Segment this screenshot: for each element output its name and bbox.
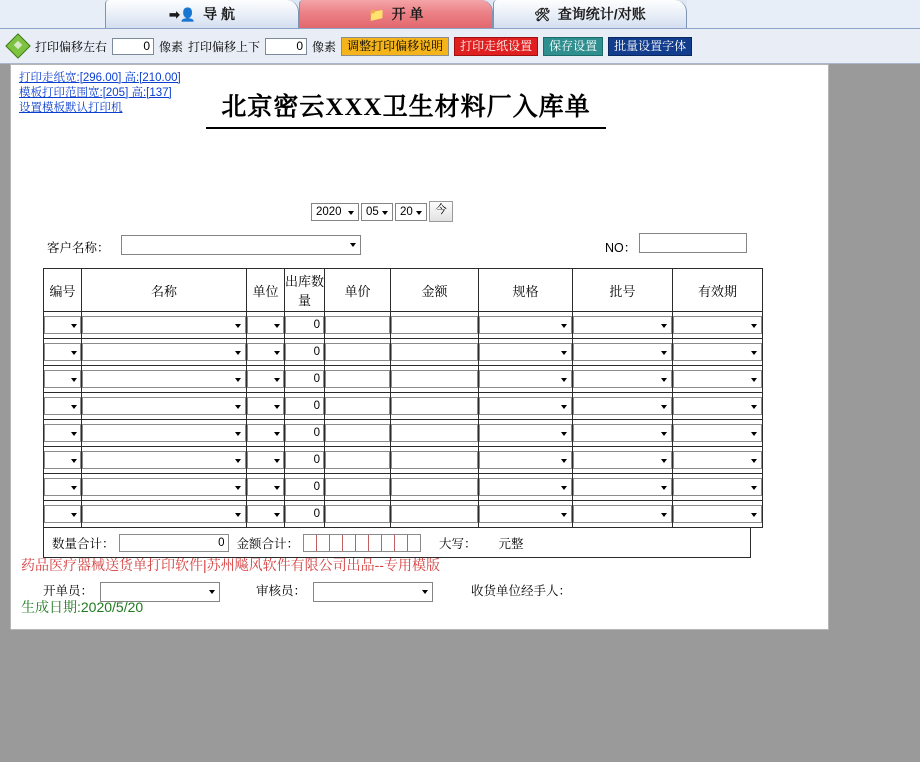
cell-danjia-input[interactable] (325, 370, 390, 388)
cell-bianhao-select[interactable] (44, 397, 81, 415)
cell-shuliang-input[interactable]: 0 (285, 478, 324, 496)
tools-icon: 🛠 (534, 6, 551, 22)
cell-youxiaoqi-select[interactable] (673, 343, 762, 361)
template-range-link[interactable]: 模板打印范围宽:[205] 高:[137] (19, 87, 172, 99)
cell-jine-input[interactable] (391, 424, 478, 442)
amount-digit-cell (369, 535, 382, 551)
table-row (44, 420, 763, 447)
tab-kaidan[interactable] (299, 0, 493, 28)
cell-guige-select[interactable] (479, 505, 572, 523)
totals-row (43, 528, 751, 558)
cell-guige-select[interactable] (479, 343, 572, 361)
shouhuo-label: 收货单位经手人： (471, 584, 572, 598)
cell-pihao-select[interactable] (573, 343, 672, 361)
col-jine: 金额 (391, 269, 479, 312)
qty-total-value[interactable]: 0 (119, 534, 229, 552)
col-pihao: 批号 (573, 269, 673, 312)
cell-youxiaoqi-select[interactable] (673, 424, 762, 442)
unit-label-1: 像素 (159, 39, 184, 54)
amount-total-value[interactable] (303, 534, 421, 552)
table-row (44, 447, 763, 474)
cell-guige-select[interactable] (479, 370, 572, 388)
cell-jine-input[interactable] (391, 451, 478, 469)
print-toolbar (0, 29, 920, 64)
cell-bianhao-select[interactable] (44, 343, 81, 361)
kaidanyuan-label: 开单员： (43, 584, 94, 598)
cell-danjia-input[interactable] (325, 316, 390, 334)
cell-bianhao-select[interactable] (44, 316, 81, 334)
col-shuliang: 出库数量 (285, 269, 325, 312)
shenheyuan-select[interactable] (313, 582, 433, 602)
tab-bar-right-filler (687, 0, 920, 28)
cell-youxiaoqi-select[interactable] (673, 397, 762, 415)
col-youxiaoqi: 有效期 (673, 269, 763, 312)
arrow-person-icon: ➡👤 (169, 6, 197, 22)
items-table (43, 268, 763, 528)
cell-danjia-input[interactable] (325, 478, 390, 496)
cell-mingcheng-select[interactable] (82, 424, 246, 442)
cell-danwei-select[interactable] (247, 505, 284, 523)
document-sheet (10, 64, 829, 630)
amount-digit-cell (317, 535, 330, 551)
cell-mingcheng-select[interactable] (82, 397, 246, 415)
cell-jine-input[interactable] (391, 397, 478, 415)
shenheyuan-field (256, 581, 433, 602)
cell-pihao-select[interactable] (573, 505, 672, 523)
unit-label-2: 像素 (312, 39, 337, 54)
cell-danjia-input[interactable] (325, 424, 390, 442)
offset-ud-input[interactable]: 0 (265, 38, 307, 55)
cell-shuliang-input[interactable]: 0 (285, 505, 324, 523)
no-input[interactable] (639, 233, 747, 253)
col-danjia: 单价 (325, 269, 391, 312)
tab-chaxun[interactable] (493, 0, 687, 28)
cell-shuliang-input[interactable]: 0 (285, 370, 324, 388)
tab-chaxun-label: 查询统计/对账 (557, 6, 646, 22)
cell-guige-select[interactable] (479, 316, 572, 334)
print-canvas (0, 64, 920, 762)
qty-total-label: 数量合计： (52, 536, 115, 551)
cell-guige-select[interactable] (479, 397, 572, 415)
cell-jine-input[interactable] (391, 478, 478, 496)
tab-navigation[interactable] (105, 0, 299, 28)
cell-bianhao-select[interactable] (44, 505, 81, 523)
table-header-row (44, 269, 763, 312)
print-info-block (19, 71, 181, 116)
cell-youxiaoqi-select[interactable] (673, 370, 762, 388)
tab-bar (0, 0, 920, 29)
col-bianhao: 编号 (44, 269, 82, 312)
cell-danwei-select[interactable] (247, 316, 284, 334)
tab-navigation-label: 导 航 (203, 6, 235, 22)
folder-icon: 📁 (368, 6, 385, 22)
cell-guige-select[interactable] (479, 478, 572, 496)
save-setting-button[interactable]: 保存设置 (543, 37, 603, 56)
amount-total-label: 金额合计： (236, 536, 300, 551)
no-label: NO： (605, 241, 637, 255)
cell-jine-input[interactable] (391, 370, 478, 388)
print-paper-size-link[interactable]: 打印走纸宽:[296.00] 高:[210.00] (19, 72, 181, 84)
today-button[interactable]: 今 (429, 201, 453, 222)
tab-bar-left-filler (0, 0, 105, 28)
table-row (44, 366, 763, 393)
green-diamond-icon (6, 34, 30, 58)
cell-guige-select[interactable] (479, 451, 572, 469)
customer-select[interactable] (121, 235, 361, 255)
amount-digit-cell (408, 535, 420, 551)
cell-bianhao-select[interactable] (44, 424, 81, 442)
tab-kaidan-label: 开 单 (391, 6, 424, 22)
cell-danjia-input[interactable] (325, 505, 390, 523)
cell-pihao-select[interactable] (573, 370, 672, 388)
cell-shuliang-input[interactable]: 0 (285, 316, 324, 334)
amount-digit-cell (395, 535, 408, 551)
offset-ud-label: 打印偏移上下 (188, 39, 261, 54)
cell-danwei-select[interactable] (247, 451, 284, 469)
cell-pihao-select[interactable] (573, 451, 672, 469)
cell-danwei-select[interactable] (247, 478, 284, 496)
year-select[interactable]: 2020 (311, 203, 359, 221)
table-row (44, 501, 763, 528)
month-select[interactable]: 05 (361, 203, 393, 221)
amount-digit-cell (330, 535, 343, 551)
cell-pihao-select[interactable] (573, 316, 672, 334)
cell-youxiaoqi-select[interactable] (673, 316, 762, 334)
customer-label: 客户名称： (47, 241, 110, 255)
yuanzheng-text: 元整 (498, 536, 524, 551)
amount-digit-cell (343, 535, 356, 551)
generate-date-text: 生成日期:2020/5/20 (21, 599, 144, 615)
offset-help-button[interactable]: 调整打印偏移说明 (341, 37, 449, 56)
table-row (44, 393, 763, 420)
cell-youxiaoqi-select[interactable] (673, 451, 762, 469)
offset-lr-label: 打印偏移左右 (35, 39, 108, 54)
shenheyuan-label: 审核员： (256, 584, 307, 598)
cell-youxiaoqi-select[interactable] (673, 478, 762, 496)
cell-shuliang-input[interactable]: 0 (285, 424, 324, 442)
cell-shuliang-input[interactable]: 0 (285, 343, 324, 361)
watermark-text: 药品医疗器械送货单打印软件|苏州飚风软件有限公司出品--专用模版 (21, 557, 440, 573)
cell-danwei-select[interactable] (247, 370, 284, 388)
cell-youxiaoqi-select[interactable] (673, 505, 762, 523)
cell-mingcheng-select[interactable] (82, 316, 246, 334)
page-title: 北京密云XXX卫生材料厂入库单 (206, 87, 606, 129)
cell-mingcheng-select[interactable] (82, 451, 246, 469)
cell-bianhao-select[interactable] (44, 370, 81, 388)
daxie-label: 大写： (439, 536, 477, 551)
cell-pihao-select[interactable] (573, 478, 672, 496)
cell-danjia-input[interactable] (325, 451, 390, 469)
cell-mingcheng-select[interactable] (82, 370, 246, 388)
cell-danwei-select[interactable] (247, 424, 284, 442)
cell-danjia-input[interactable] (325, 343, 390, 361)
cell-danjia-input[interactable] (325, 397, 390, 415)
cell-shuliang-input[interactable]: 0 (285, 397, 324, 415)
cell-mingcheng-select[interactable] (82, 478, 246, 496)
date-selector-row (311, 201, 453, 222)
cell-bianhao-select[interactable] (44, 478, 81, 496)
col-mingcheng: 名称 (82, 269, 247, 312)
cell-jine-input[interactable] (391, 505, 478, 523)
batch-font-button[interactable]: 批量设置字体 (608, 37, 692, 56)
amount-digit-cell (382, 535, 395, 551)
cell-bianhao-select[interactable] (44, 451, 81, 469)
amount-digit-cell (356, 535, 369, 551)
paper-setting-button[interactable]: 打印走纸设置 (454, 37, 538, 56)
amount-digit-cell (304, 535, 317, 551)
table-row (44, 312, 763, 339)
day-select[interactable]: 20 (395, 203, 427, 221)
cell-danwei-select[interactable] (247, 397, 284, 415)
cell-pihao-select[interactable] (573, 424, 672, 442)
cell-danwei-select[interactable] (247, 343, 284, 361)
cell-jine-input[interactable] (391, 316, 478, 334)
col-danwei: 单位 (247, 269, 285, 312)
offset-lr-input[interactable]: 0 (112, 38, 154, 55)
cell-shuliang-input[interactable]: 0 (285, 451, 324, 469)
col-guige: 规格 (479, 269, 573, 312)
table-row (44, 339, 763, 366)
cell-pihao-select[interactable] (573, 397, 672, 415)
cell-jine-input[interactable] (391, 343, 478, 361)
default-printer-link[interactable]: 设置模板默认打印机 (19, 102, 123, 114)
table-row (44, 474, 763, 501)
cell-guige-select[interactable] (479, 424, 572, 442)
cell-mingcheng-select[interactable] (82, 505, 246, 523)
cell-mingcheng-select[interactable] (82, 343, 246, 361)
